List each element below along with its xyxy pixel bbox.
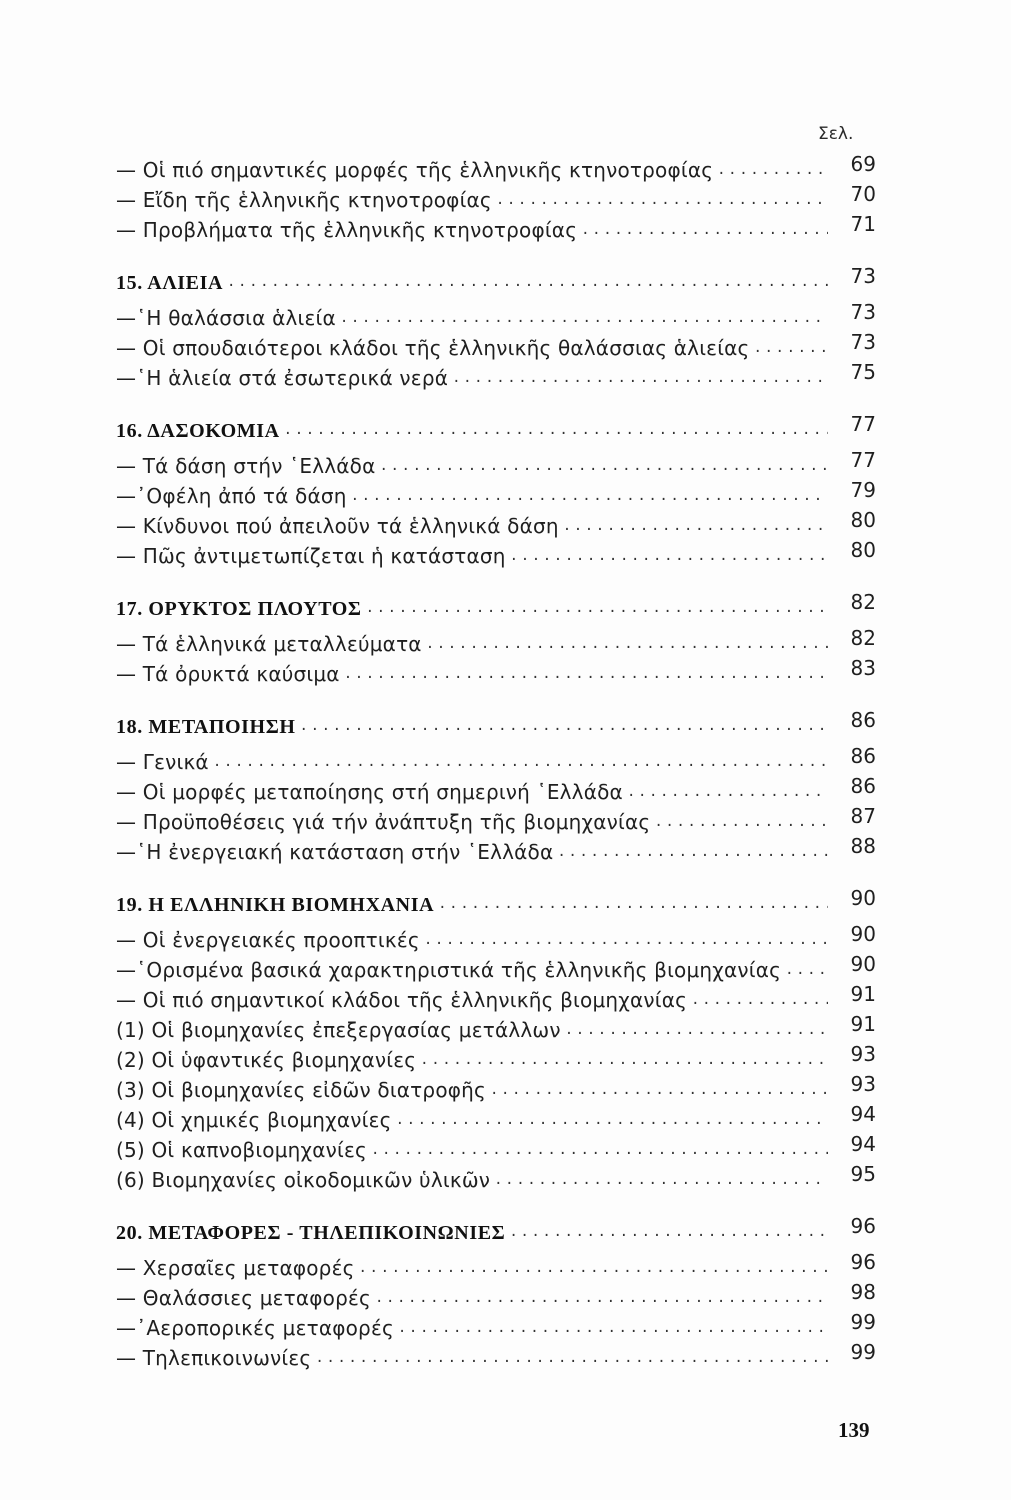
entry-title: (5) Οἱ καπνοβιομηχανίες: [116, 1138, 367, 1162]
entry-page-number: 82: [850, 626, 876, 650]
toc-entry-row: [116, 1042, 876, 1078]
toc-entry-row: [116, 952, 876, 988]
dot-leader: [379, 458, 828, 474]
toc-entry-row: [116, 656, 876, 692]
toc-entry-row: [116, 626, 876, 662]
page-column-header: Σελ.: [818, 124, 854, 144]
dot-leader: [557, 844, 828, 860]
dot-leader: [371, 1142, 828, 1158]
entry-page-number: 86: [850, 744, 876, 768]
entry-title: (4) Οἱ χημικές βιομηχανίες: [116, 1108, 392, 1132]
chapter-title: 18. ΜΕΤΑΠΟΙΗΣΗ: [116, 716, 296, 738]
dot-leader: [396, 1112, 828, 1128]
dot-leader: [496, 192, 828, 208]
entry-page-number: 73: [850, 264, 876, 288]
entry-title: — Κίνδυνοι πού ἀπειλοῦν τά ἑλληνικά δάση: [116, 514, 559, 538]
dot-leader: [424, 932, 828, 948]
toc-entry-row: [116, 1162, 876, 1198]
entry-page-number: 70: [850, 182, 876, 206]
chapter-title: 20. ΜΕΤΑΦΟΡΕΣ - ΤΗΛΕΠΙΚΟΙΝΩΝΙΕΣ: [116, 1222, 506, 1244]
entry-title: (2) Οἱ ὑφαντικές βιομηχανίες: [116, 1048, 417, 1072]
entry-title: — Θαλάσσιες μεταφορές: [116, 1286, 371, 1310]
dot-leader: [213, 754, 828, 770]
entry-title: — Προβλήματα τῆς ἑλληνικῆς κτηνοτροφίας: [116, 218, 578, 242]
toc-entry-row: [116, 152, 876, 188]
entry-page-number: 94: [850, 1102, 876, 1126]
toc-entry-row: [116, 922, 876, 958]
toc-entry-row: [116, 212, 876, 248]
toc-chapter-row: [116, 412, 876, 454]
toc-entry-row: [116, 1102, 876, 1138]
entry-title: (1) Οἱ βιομηχανίες ἐπεξεργασίας μετάλλων: [116, 1018, 561, 1042]
entry-page-number: 98: [850, 1280, 876, 1304]
toc-entry-row: [116, 744, 876, 780]
entry-page-number: 88: [850, 834, 876, 858]
dot-leader: [785, 962, 828, 978]
dot-leader: [654, 814, 828, 830]
toc-entry-row: [116, 508, 876, 544]
dot-leader: [426, 636, 828, 652]
table-of-contents: [116, 152, 876, 1376]
entry-title: — Οἱ πιό σημαντικοί κλάδοι τῆς ἑλληνικῆς βιομηχανίας: [116, 988, 688, 1012]
dot-leader: [717, 162, 828, 178]
toc-entry-row: [116, 774, 876, 810]
dot-leader: [494, 1172, 828, 1188]
toc-entry-row: [116, 1280, 876, 1316]
dot-leader: [581, 222, 828, 238]
entry-page-number: 69: [850, 152, 876, 176]
entry-title: —᾽Οφέλη ἀπό τά δάση: [116, 484, 347, 508]
entry-title: — Χερσαῖες μεταφορές: [116, 1256, 355, 1280]
toc-chapter-row: [116, 1214, 876, 1256]
entry-page-number: 99: [850, 1310, 876, 1334]
toc-chapter-row: [116, 886, 876, 928]
dot-leader: [563, 518, 828, 534]
dot-leader: [398, 1320, 828, 1336]
dot-leader: [284, 422, 828, 438]
entry-title: —᾽Αεροπορικές μεταφορές: [116, 1316, 394, 1340]
entry-page-number: 80: [850, 538, 876, 562]
toc-entry-row: [116, 182, 876, 218]
toc-entry-row: [116, 1012, 876, 1048]
entry-page-number: 77: [850, 412, 876, 436]
entry-title: — Πῶς ἀντιμετωπίζεται ἡ κατάσταση: [116, 544, 506, 568]
dot-leader: [452, 370, 828, 386]
entry-page-number: 82: [850, 590, 876, 614]
chapter-title: 17. ΟΡΥΚΤΟΣ ΠΛΟΥΤΟΣ: [116, 598, 362, 620]
toc-entry-row: [116, 478, 876, 514]
dot-leader: [300, 718, 828, 734]
dot-leader: [340, 310, 828, 326]
entry-title: (6) Βιομηχανίες οἰκοδομικῶν ὑλικῶν: [116, 1168, 491, 1192]
entry-page-number: 75: [850, 360, 876, 384]
dot-leader: [565, 1022, 828, 1038]
entry-title: —῾Η θαλάσσια ἁλιεία: [116, 306, 336, 330]
entry-title: — Εἴδη τῆς ἑλληνικῆς κτηνοτροφίας: [116, 188, 492, 212]
toc-entry-row: [116, 1310, 876, 1346]
entry-page-number: 86: [850, 774, 876, 798]
entry-title: — Γενικά: [116, 750, 209, 774]
dot-leader: [351, 488, 828, 504]
entry-title: — Τά ὀρυκτά καύσιμα: [116, 662, 340, 686]
entry-page-number: 73: [850, 300, 876, 324]
dot-leader: [691, 992, 828, 1008]
entry-page-number: 91: [850, 982, 876, 1006]
toc-entry-row: [116, 1340, 876, 1376]
toc-entry-row: [116, 448, 876, 484]
dot-leader: [344, 666, 828, 682]
entry-page-number: 90: [850, 922, 876, 946]
entry-page-number: 94: [850, 1132, 876, 1156]
entry-page-number: 91: [850, 1012, 876, 1036]
toc-entry-row: [116, 1072, 876, 1108]
entry-page-number: 90: [850, 886, 876, 910]
dot-leader: [753, 340, 828, 356]
entry-title: — Τά δάση στήν ῾Ελλάδα: [116, 454, 376, 478]
entry-title: —῾Ορισμένα βασικά χαρακτηριστικά τῆς ἑλληνικῆς βιομηχανίας: [116, 958, 782, 982]
entry-title: (3) Οἱ βιομηχανίες εἰδῶν διατροφῆς: [116, 1078, 486, 1102]
toc-entry-row: [116, 330, 876, 366]
chapter-title: 19. Η ΕΛΛΗΝΙΚΗ ΒΙΟΜΗΧΑΝΙΑ: [116, 894, 435, 916]
dot-leader: [315, 1350, 828, 1366]
entry-title: — Οἱ πιό σημαντικές μορφές τῆς ἑλληνικῆς κτηνοτροφίας: [116, 158, 714, 182]
entry-page-number: 99: [850, 1340, 876, 1364]
dot-leader: [359, 1260, 828, 1276]
toc-chapter-row: [116, 264, 876, 306]
entry-page-number: 93: [850, 1072, 876, 1096]
toc-chapter-row: [116, 590, 876, 632]
entry-page-number: 87: [850, 804, 876, 828]
page-number: 139: [838, 1418, 870, 1442]
toc-chapter-row: [116, 708, 876, 750]
entry-page-number: 77: [850, 448, 876, 472]
dot-leader: [509, 1224, 828, 1240]
dot-leader: [627, 784, 828, 800]
entry-page-number: 86: [850, 708, 876, 732]
toc-entry-row: [116, 360, 876, 396]
entry-title: — Οἱ ἐνεργειακές προοπτικές: [116, 928, 420, 952]
entry-title: — Οἱ μορφές μεταποίησης στή σημερινή ῾Ελλάδα: [116, 780, 623, 804]
entry-page-number: 93: [850, 1042, 876, 1066]
toc-entry-row: [116, 1250, 876, 1286]
entry-page-number: 90: [850, 952, 876, 976]
entry-page-number: 83: [850, 656, 876, 680]
entry-page-number: 95: [850, 1162, 876, 1186]
entry-page-number: 96: [850, 1214, 876, 1238]
dot-leader: [420, 1052, 828, 1068]
entry-page-number: 79: [850, 478, 876, 502]
entry-title: — Τηλεπικοινωνίες: [116, 1346, 312, 1370]
entry-title: — Τά ἑλληνικά μεταλλεύματα: [116, 632, 422, 656]
toc-entry-row: [116, 804, 876, 840]
entry-page-number: 73: [850, 330, 876, 354]
toc-entry-row: [116, 300, 876, 336]
entry-page-number: 96: [850, 1250, 876, 1274]
chapter-title: 16. ΔΑΣΟΚΟΜΙΑ: [116, 420, 280, 442]
entry-title: —῾Η ἐνεργειακή κατάσταση στήν ῾Ελλάδα: [116, 840, 554, 864]
dot-leader: [227, 274, 828, 290]
entry-title: — Προϋποθέσεις γιά τήν ἀνάπτυξη τῆς βιομηχανίας: [116, 810, 651, 834]
dot-leader: [438, 896, 828, 912]
toc-entry-row: [116, 982, 876, 1018]
toc-entry-row: [116, 538, 876, 574]
dot-leader: [490, 1082, 828, 1098]
entry-page-number: 80: [850, 508, 876, 532]
chapter-title: 15. ΑΛΙΕΙΑ: [116, 272, 224, 294]
dot-leader: [510, 548, 828, 564]
dot-leader: [366, 600, 828, 616]
toc-entry-row: [116, 834, 876, 870]
entry-title: — Οἱ σπουδαιότεροι κλάδοι τῆς ἑλληνικῆς θαλάσσιας ἁλιείας: [116, 336, 750, 360]
entry-title: —῾Η ἁλιεία στά ἐσωτερικά νερά: [116, 366, 449, 390]
toc-entry-row: [116, 1132, 876, 1168]
dot-leader: [375, 1290, 828, 1306]
entry-page-number: 71: [850, 212, 876, 236]
